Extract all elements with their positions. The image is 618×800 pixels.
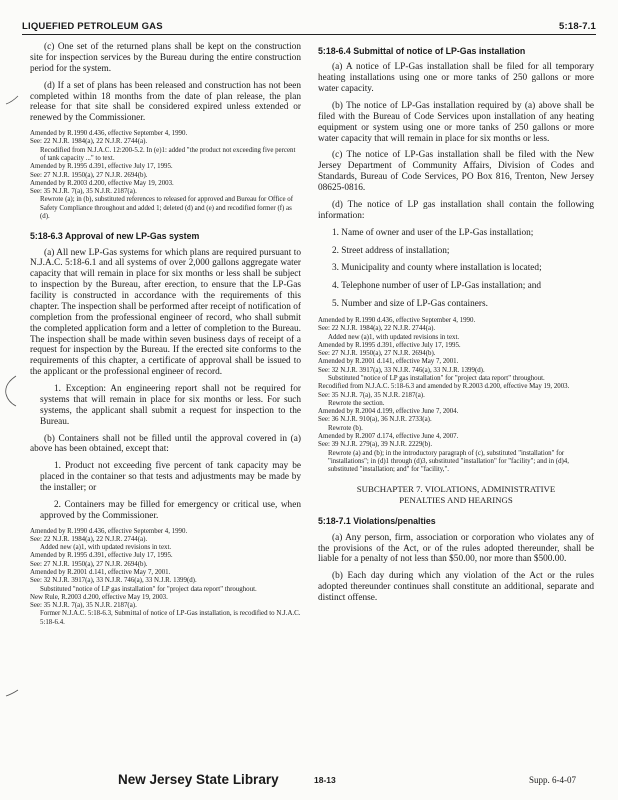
paragraph: (d) If a set of plans has been released and construction has not been completed within 18 months from the date of plan release, the plan release for that site shall be considered expired unless extended or renewed by the Commissioner. — [30, 80, 301, 124]
list-item: 2. Street address of installation; — [332, 245, 450, 256]
paragraph: 2. Containers may be filled for emergency or critical use, when approved by the Commissioner. — [40, 499, 301, 521]
history-note: Amended by R.1990 d.436, effective September 4, 1990. See: 22 N.J.R. 1984(a), 22 N.J.R. 2744(a). Recodified from N.J.A.C. 12:200-5.2. In (e)1: added "the product not exceeding five percent of tank capacity ..." to text. Amended by R.1995 d.391, effective July 17, 1995. See: 27 N.J.R. 1950(a), 27 N.J.R. 2694(b). Amended by R.2003 d.200, effective May 19, 2003. See: 35 N.J.R. 7(a), 35 N.J.R. 2187(a). Rewrote (a); in (b), substituted references to released for approved and Bureau for Office of Safety Compliance throughout and added 1; deleted (d) and (e) and recodified former (f) as (d). — [30, 130, 296, 220]
section-heading: 5:18-6.4 Submittal of notice of LP-Gas installation — [318, 46, 526, 56]
header-section-ref: 5:18-7.1 — [559, 21, 596, 32]
paragraph: (b) Containers shall not be filled until the approval covered in (a) above has been obtained, except that: — [30, 433, 301, 455]
section-heading: 5:18-6.3 Approval of new LP-Gas system — [30, 231, 200, 242]
list-item: 4. Telephone number of user of LP-Gas installation; and — [332, 281, 542, 292]
right-column — [318, 42, 594, 610]
paragraph: (a) A notice of LP-Gas installation shall be filed for all temporary heating installations using one or more tanks of 250 gallons or more water capacity. — [318, 62, 594, 95]
left-column — [30, 42, 301, 633]
paragraph: (d) The notice of LP gas installation shall contain the following information: — [318, 199, 594, 221]
list-item: 1. Name of owner and user of the LP-Gas installation; — [332, 227, 534, 238]
paragraph: (b) The notice of LP-Gas installation required by (a) above shall be filed with the Bureau of Code Services upon installation of any heating equipment or system using one or more tanks of 250 gallons or more water capacity that will remain in place for six months or less. — [318, 100, 594, 144]
page-number: 18-13 — [314, 775, 336, 785]
paragraph: 1. Product not exceeding five percent of tank capacity may be placed in the container so that tests and adjustments may be made by the installer; or — [40, 461, 301, 493]
section-heading: 5:18-7.1 Violations/penalties — [318, 516, 436, 527]
margin-hole-icon — [2, 374, 20, 408]
header-title: LIQUEFIED PETROLEUM GAS — [22, 21, 163, 32]
margin-mark-icon — [4, 688, 20, 700]
subchapter-heading: SUBCHAPTER 7. VIOLATIONS, ADMINISTRATIVE PENALTIES AND HEARINGS — [356, 484, 556, 506]
paragraph: (c) The notice of LP-Gas installation shall be filed with the New Jersey Department of Community Affairs, Division of Codes and Standards, Bureau of Code Services, PO Box 816, Trenton, New Jersey 08625-0816. — [318, 150, 594, 194]
list-item: 5. Number and size of LP-Gas containers. — [332, 299, 488, 310]
paragraph: 1. Exception: An engineering report shall not be required for systems that will remain in place for six months or less. For such systems, the applicant shall submit a request for inspection to the Bureau. — [40, 384, 301, 427]
paragraph: (c) One set of the returned plans shall be kept on the construction site for inspection services by the Bureau during the entire construction period for the system. — [30, 42, 301, 74]
library-stamp: New Jersey State Library — [118, 772, 279, 787]
history-note: Amended by R.1990 d.436, effective September 4, 1990. See: 22 N.J.R. 1984(a), 22 N.J.R. 2744(a). Added new (a)1, with updated revisions in text. Amended by R.1995 d.391, effective July 17, 1995. See: 27 N.J.R. 1950(a), 27 N.J.R. 2694(b). Amended by R.2001 d.141, effective May 7, 2001. See: 32 N.J.R. 3917(a), 33 N.J.R. 746(a), 33 N.J.R. 1399(d). Substituted "notice of LP gas installation" for "project data report" throughout. New Rule, R.2003 d.200, effective May 19, 2003. See: 35 N.J.R. 7(a), 35 N.J.R. 2187(a). Former N.J.A.C. 5:18-6.3, Submittal of notice of LP-Gas installation, is recodified to N.J.A.C. 5:18-6.4. — [30, 527, 301, 626]
paragraph: (a) All new LP-Gas systems for which plans are required pursuant to N.J.A.C. 5:18-6.1 and all systems of over 2,000 gallons aggregate water capacity that will remain in place for six months or less shall be subject to inspection by the Bureau, after erection, to ensure that the LP-Gas facility is constructed in accordance with the requirements of this chapter. The inspection shall be performed after receipt of notification of completion from the professional engineer of record, who shall submit the completed application form and a letter of completion to the Bureau. The inspection shall be made within seven business days of receipt of a request for inspection by the Bureau. If the erected site conforms to the requirements of this chapter, a certificate of approval shall be issued to the applicant or the professional engineer of record. — [30, 247, 301, 378]
margin-mark-icon — [4, 92, 20, 108]
page-footer — [22, 772, 596, 790]
paragraph: (a) Any person, firm, association or corporation who violates any of the provisions of the Act, or of the rules adopted thereunder, shall be liable for a penalty of not less than $50.00, nor more than $500.00. — [318, 532, 594, 565]
history-note: Amended by R.1990 d.436, effective September 4, 1990. See: 22 N.J.R. 1984(a), 22 N.J.R. 2744(a). Added new (a)1, with updated revisions in text. Amended by R.1995 d.391, effective July 17, 1995. See: 27 N.J.R. 1950(a), 27 N.J.R. 2694(b). Amended by R.2001 d.141, effective May 7, 2001. See: 32 N.J.R. 3917(a), 33 N.J.R. 746(a), 33 N.J.R. 1399(d). Substituted "notice of LP gas installation" for "project data report" throughout. Recodified from N.J.A.C. 5:18-6.3 and amended by R.2003 d.200, effective May 19, 2003. See: 35 N.J.R. 7(a), 35 N.J.R. 2187(a). Rewrote the section. Amended by R.2004 d.199, effective June 7, 2004. See: 36 N.J.R. 910(a), 36 N.J.R. 2733(a). Rewrote (b). Amended by R.2007 d.174, effective June 4, 2007. See: 39 N.J.R. 279(a), 39 N.J.R. 2229(b). Rewrote (a) and (b); in the introductory paragraph of (c), substituted "installation" for "installations"; in (d)1 through (d)3, substituted "installation" for "facility"; and in (d)4, substituted "installation; and" for "facility,". — [318, 317, 570, 474]
running-header — [22, 12, 596, 35]
supplement-date: Supp. 6-4-07 — [529, 775, 576, 785]
list-item: 3. Municipality and county where installation is located; — [332, 263, 542, 274]
paragraph: (b) Each day during which any violation of the Act or the rules adopted thereunder continues shall constitute an additional, separate and distinct offense. — [318, 571, 594, 603]
